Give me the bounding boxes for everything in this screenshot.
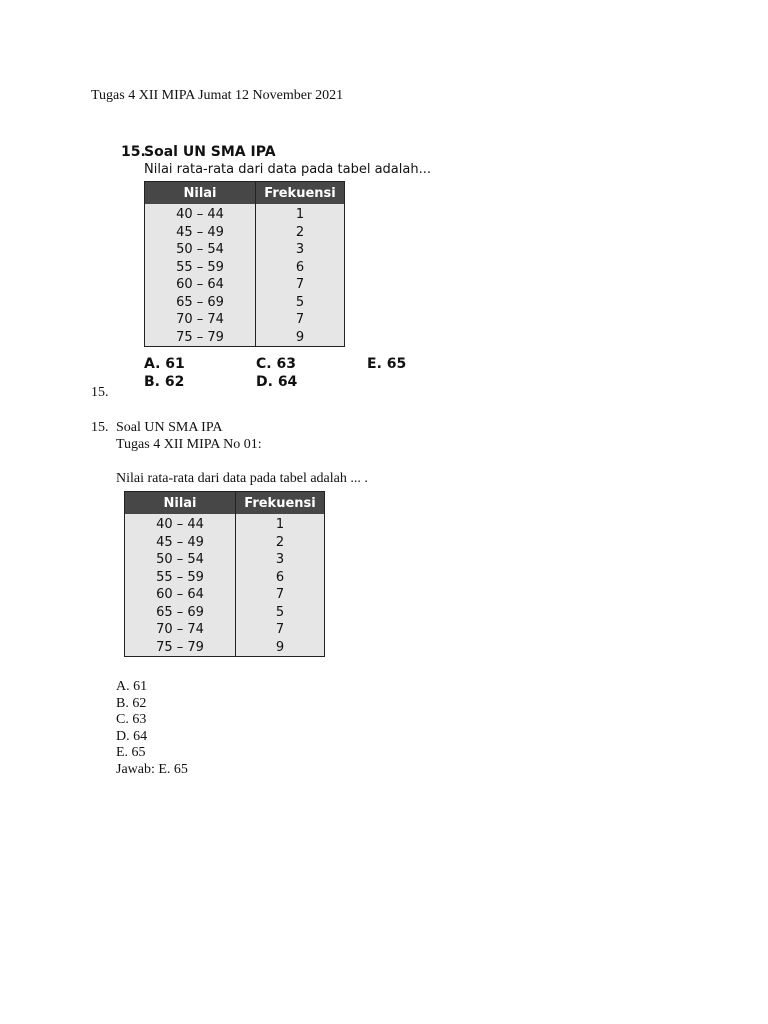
frequency-table — [124, 491, 325, 657]
table-cell: 60 – 64 — [145, 276, 256, 294]
table-cell: 6 — [295, 259, 305, 275]
table-cell: 9 — [295, 329, 305, 345]
question-text: Nilai rata-rata dari data pada tabel adalah... — [144, 162, 431, 177]
question-number: 15. — [121, 144, 146, 160]
table-cell: 2 — [295, 224, 305, 240]
table-cell: 40 – 44 — [125, 514, 236, 534]
option-d: D. 64 — [116, 729, 148, 744]
table-cell: 75 – 79 — [125, 639, 236, 657]
table-header-row — [145, 182, 345, 205]
option-d: D. 64 — [256, 374, 298, 390]
table-row — [145, 241, 345, 259]
table-row — [145, 276, 345, 294]
table-row — [125, 621, 325, 639]
table-row — [125, 639, 325, 657]
table-row — [125, 534, 325, 552]
column-header-nilai: Nilai — [145, 182, 256, 205]
table-cell: 7 — [275, 587, 285, 603]
table-cell: 1 — [295, 207, 305, 223]
option-c: C. 63 — [256, 356, 296, 372]
option-e: E. 65 — [116, 745, 146, 760]
table-row — [125, 514, 325, 534]
table-cell: 7 — [295, 312, 305, 328]
column-header-frekuensi: Frekuensi — [236, 492, 325, 515]
option-b: B. 62 — [144, 374, 185, 390]
table-row — [125, 604, 325, 622]
list-number: 15. — [91, 385, 109, 400]
table-cell: 40 – 44 — [145, 204, 256, 224]
question-text: Nilai rata-rata dari data pada tabel adalah ... . — [116, 471, 368, 486]
table-cell: 55 – 59 — [125, 569, 236, 587]
table-row — [125, 551, 325, 569]
column-header-frekuensi: Frekuensi — [256, 182, 345, 205]
table-cell: 70 – 74 — [125, 621, 236, 639]
table-cell: 6 — [275, 569, 285, 585]
option-a: A. 61 — [144, 356, 185, 372]
option-b: B. 62 — [116, 696, 147, 711]
table-row — [145, 311, 345, 329]
table-cell: 7 — [295, 277, 305, 293]
table-cell: 50 – 54 — [125, 551, 236, 569]
table-cell: 65 – 69 — [125, 604, 236, 622]
option-e: E. 65 — [367, 356, 407, 372]
document-header: Tugas 4 XII MIPA Jumat 12 November 2021 — [91, 88, 344, 103]
table-cell: 7 — [275, 622, 285, 638]
table-row — [125, 569, 325, 587]
table-row — [145, 204, 345, 224]
table-cell: 75 – 79 — [145, 329, 256, 347]
question-subtitle: Tugas 4 XII MIPA No 01: — [116, 437, 262, 452]
table-row — [145, 259, 345, 277]
table-cell: 3 — [275, 552, 285, 568]
frequency-table — [144, 181, 345, 347]
table-cell: 70 – 74 — [145, 311, 256, 329]
question-title: Soal UN SMA IPA — [144, 144, 276, 160]
table-cell: 3 — [295, 242, 305, 258]
table-cell: 5 — [295, 294, 305, 310]
table-cell: 45 – 49 — [145, 224, 256, 242]
table-header-row — [125, 492, 325, 515]
table-cell: 5 — [275, 604, 285, 620]
column-header-nilai: Nilai — [125, 492, 236, 515]
table-row — [125, 586, 325, 604]
option-a: A. 61 — [116, 679, 148, 694]
table-cell: 45 – 49 — [125, 534, 236, 552]
table-row — [145, 329, 345, 347]
table-cell: 2 — [275, 534, 285, 550]
table-row — [145, 294, 345, 312]
table-cell: 9 — [275, 639, 285, 655]
table-cell: 55 – 59 — [145, 259, 256, 277]
table-cell: 65 – 69 — [145, 294, 256, 312]
question-number: 15. — [91, 420, 109, 435]
question-title: Soal UN SMA IPA — [116, 420, 223, 435]
table-cell: 50 – 54 — [145, 241, 256, 259]
table-cell: 60 – 64 — [125, 586, 236, 604]
answer-text: Jawab: E. 65 — [116, 762, 188, 777]
table-cell: 1 — [275, 517, 285, 533]
table-row — [145, 224, 345, 242]
option-c: C. 63 — [116, 712, 147, 727]
